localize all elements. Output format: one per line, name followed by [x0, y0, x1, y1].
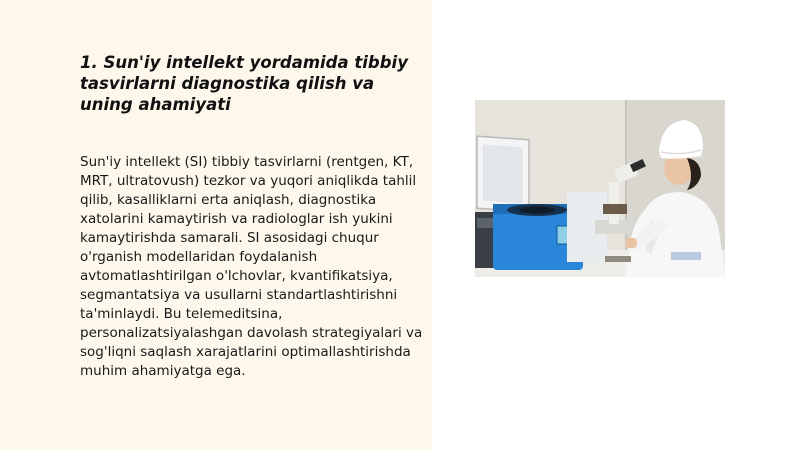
- slide-title: 1. Sun'iy intellekt yordamida tibbiy tasvirlarni diagnostika qilish va uning ahamiyati: [80, 53, 408, 114]
- lab-photo: [475, 100, 725, 277]
- slide-body-text: Sun'iy intellekt (SI) tibbiy tasvirlarni (rentgen, KT, MRT, ultratovush) tezkor va yuqori aniqlikda tahlil qilib, kasalliklarni erta aniqlash, diagnostika xatolarini kamaytirish va radiologlar ish yukini kamaytirishda samarali. SI asosidagi chuqur o'rganish modellaridan foydalanish avtomatlashtirilgan o'lchovlar, kvantifikatsiya, segmantatsiya va usullarni standartlashtirishni ta'minlaydi. Bu telemeditsina, personalizatsiyalashgan davolash strategiyalari va sog'liqni saqlash xarajatlarini optimallashtirishda muhim ahamiyatga ega.: [80, 154, 423, 379]
